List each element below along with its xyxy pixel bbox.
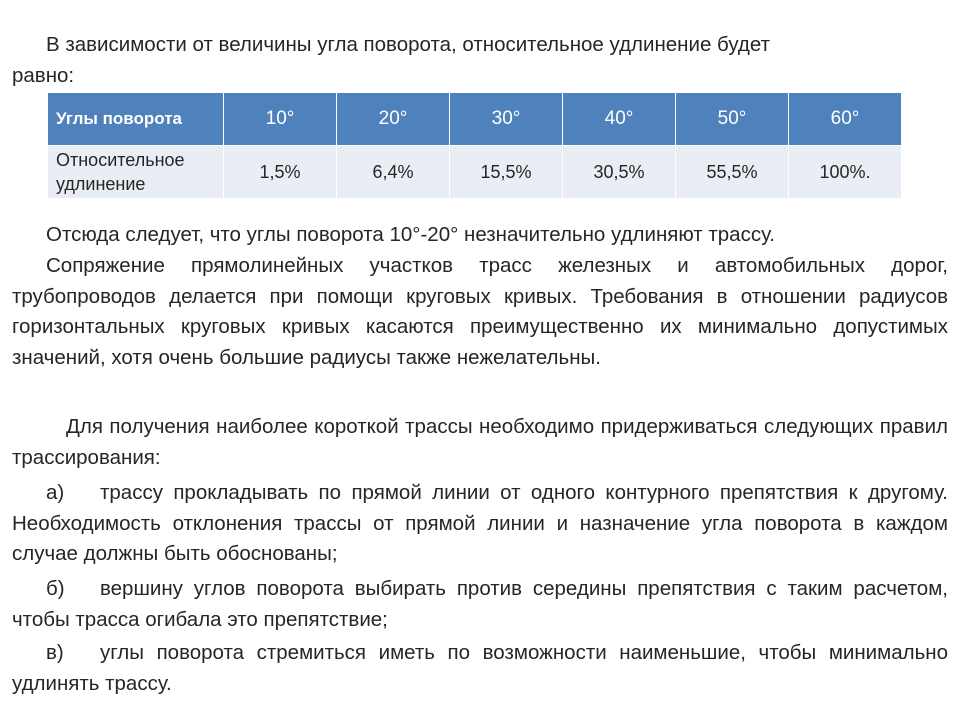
value-cell-20: 6,4% <box>337 146 450 199</box>
rule-text-b: вершину углов поворота выбирать против середины препятствия с таким расчетом, чтобы трасса огибала это препятствие; <box>12 577 948 631</box>
value-cell-10: 1,5% <box>224 146 337 199</box>
value-cell-40: 30,5% <box>563 146 676 199</box>
angle-header-50: 50° <box>676 93 789 146</box>
angle-elongation-table <box>47 92 902 199</box>
intro-line-1: В зависимости от величины угла поворота, относительное удлинение будет <box>46 33 770 56</box>
rule-text-c: углы поворота стремиться иметь по возможности наименьшие, чтобы минимально удлинять трассу. <box>12 641 948 695</box>
rule-text-a: трассу прокладывать по прямой линии от одного контурного препятствия к другому. Необходимость отклонения трассы от прямой линии и назначение угла поворота в каждом случае должны быть обоснованы; <box>12 481 948 565</box>
angle-header-30: 30° <box>450 93 563 146</box>
intro-paragraph <box>12 30 948 91</box>
rules-intro-paragraph: Для получения наиболее короткой трассы необходимо придерживаться следующих правил трассирования: <box>12 415 948 469</box>
table-header-label: Углы поворота <box>48 93 224 146</box>
angle-header-40: 40° <box>563 93 676 146</box>
rule-marker-c: в) <box>46 641 64 664</box>
rule-marker-b: б) <box>46 577 65 600</box>
rule-item-b <box>12 574 948 635</box>
row-label-line-2: удлинение <box>56 174 146 194</box>
angle-header-20: 20° <box>337 93 450 146</box>
value-cell-60: 100%. <box>789 146 902 199</box>
table-row <box>48 146 902 199</box>
rule-marker-a: а) <box>46 481 65 504</box>
table-header-row <box>48 93 902 146</box>
conclusion-paragraph: Отсюда следует, что углы поворота 10°-20° незначительно удлиняют трассу. <box>46 223 775 246</box>
row-label <box>48 146 224 199</box>
value-cell-50: 55,5% <box>676 146 789 199</box>
rule-item-a <box>12 478 948 570</box>
value-cell-30: 15,5% <box>450 146 563 199</box>
intro-line-2: равно: <box>12 63 75 87</box>
angle-header-60: 60° <box>789 93 902 146</box>
angle-header-10: 10° <box>224 93 337 146</box>
pairing-paragraph: Сопряжение прямолинейных участков трасс железных и автомобильных дорог, трубопроводов делается при помощи круговых кривых. Требования в отношении радиусов горизонтальных круговых кривых касаются преимущественно их минимально допустимых значений, хотя очень большие радиусы также нежелательны. <box>12 254 948 369</box>
row-label-line-1: Относительное <box>56 150 185 170</box>
rule-item-c <box>12 638 948 699</box>
